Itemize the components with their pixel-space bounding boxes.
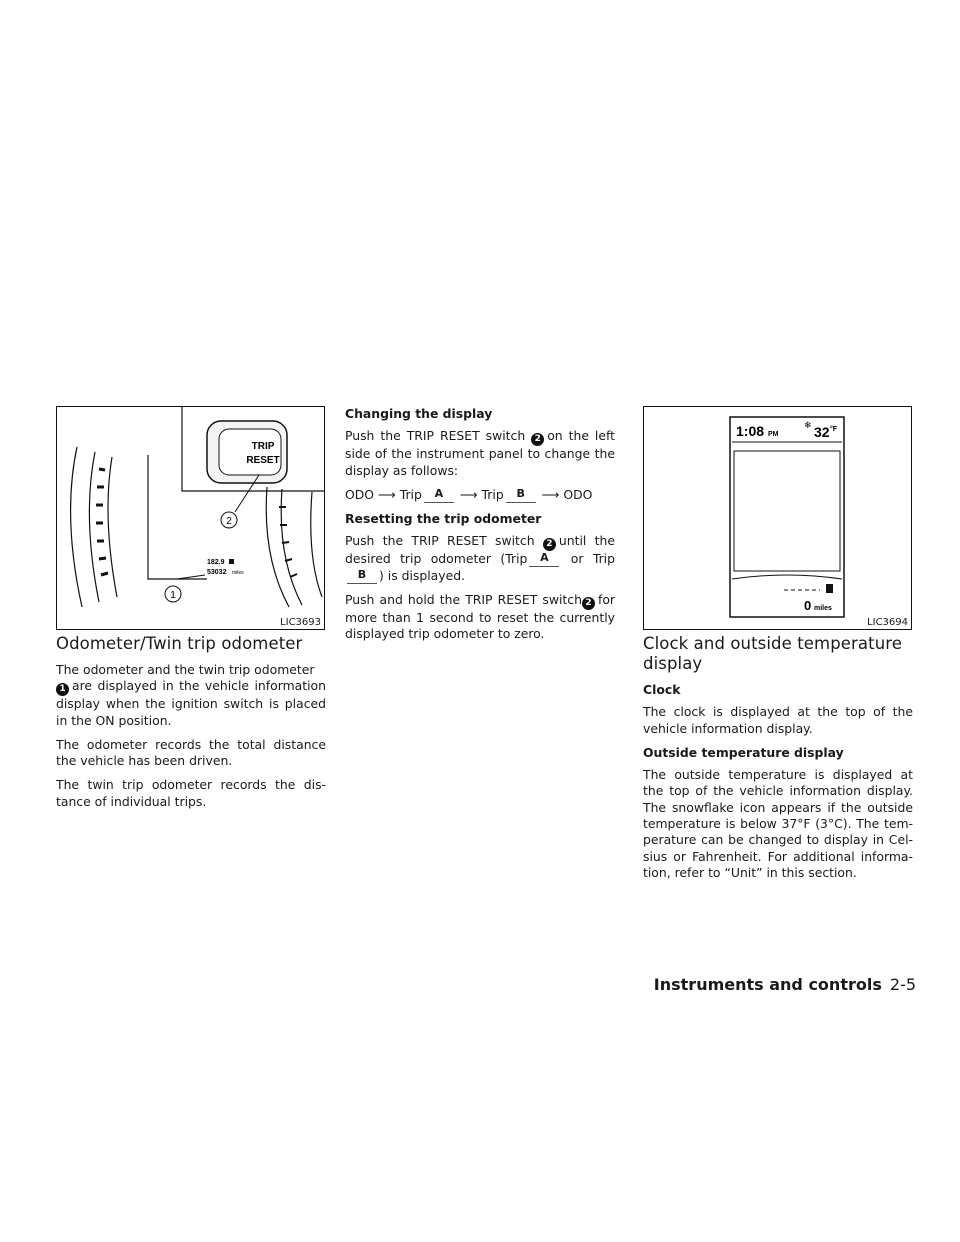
callout-2: 2: [226, 516, 232, 527]
paragraph: The outside temperature is displayed at the top of the vehicle information display. The snowflake icon appears if the outside temperature is below 37°F (3°C). The tem- perature can be changed to display in Cel- sius or Fahrenheit. For additional informa- tion, refer to “Unit” in this section.: [643, 767, 913, 880]
odometer-illustration: [57, 407, 325, 630]
paragraph: Push and hold the TRIP RESET switch 2 for more than 1 second to reset the currently displayed trip odometer to zero.: [345, 592, 615, 642]
footer-title: Instruments and controls: [653, 975, 882, 994]
subheading: Outside temperature display: [643, 744, 844, 760]
callout-2-badge: 2: [543, 538, 556, 551]
trip-b-icon: B: [347, 569, 377, 584]
section-changing-display: [345, 406, 615, 651]
page-footer: [654, 975, 916, 994]
subheading: Clock: [643, 682, 681, 697]
trip-label: TRIP: [251, 441, 275, 452]
subheading: Resetting the trip odometer: [345, 511, 542, 527]
temp-value: 32: [814, 424, 830, 440]
paragraph: The odometer records the total distance the vehicle has been driven.: [56, 736, 326, 769]
figure-code: LIC3694: [867, 617, 908, 628]
paragraph: Push the TRIP RESET switch 2 on the left side of the instrument panel to change the display as follows:: [345, 428, 615, 478]
paragraph: The twin trip odometer records the dis- tance of individual trips.: [56, 777, 326, 809]
callout-1: 1: [170, 590, 176, 601]
miles-unit: miles: [814, 605, 832, 612]
section-clock-temperature: [643, 634, 913, 889]
subheading: Changing the display: [345, 406, 493, 421]
page-number: 2-5: [889, 975, 916, 994]
clock-display-illustration: [644, 407, 912, 630]
clock-time: 1:08: [736, 423, 765, 439]
fuel-icon: [826, 584, 833, 593]
clock-ampm: PM: [768, 431, 779, 438]
section-odometer: [56, 634, 326, 818]
callout-2-badge: 2: [582, 597, 595, 610]
callout-2-badge: 2: [531, 433, 544, 446]
section-heading: Odometer/Twin trip odometer: [56, 634, 303, 653]
trip-a-icon: A: [424, 488, 454, 503]
figure-code: LIC3693: [280, 617, 321, 628]
display-sequence: ODO ⟶ Trip A ⟶ Trip B ⟶ ODO: [345, 486, 593, 502]
temp-unit: °F: [830, 426, 838, 433]
figure-odometer: [56, 406, 325, 630]
paragraph: Push the TRIP RESET switch 2 until the desired trip odometer (Trip A or TripB ) is displayed.: [345, 533, 615, 583]
trip-a-icon: A: [529, 552, 559, 567]
odo-unit: miles: [232, 570, 244, 576]
snowflake-icon: ❄: [804, 421, 812, 431]
callout-1-badge: 1: [56, 683, 69, 696]
odo-value: 53032: [207, 569, 227, 576]
miles-value: 0: [804, 598, 812, 613]
trip-value: 182.9: [207, 559, 225, 566]
figure-clock-display: [643, 406, 912, 630]
trip-b-icon: B: [506, 488, 536, 503]
paragraph: The clock is displayed at the top of the vehicle information display.: [643, 704, 913, 736]
section-heading: Clock and outside temperature display: [643, 634, 903, 673]
reset-label: RESET: [246, 455, 280, 466]
paragraph: The odometer and the twin trip odometer 1 are displayed in the vehicle information display when the ignition switch is placed in the ON position.: [56, 662, 326, 728]
